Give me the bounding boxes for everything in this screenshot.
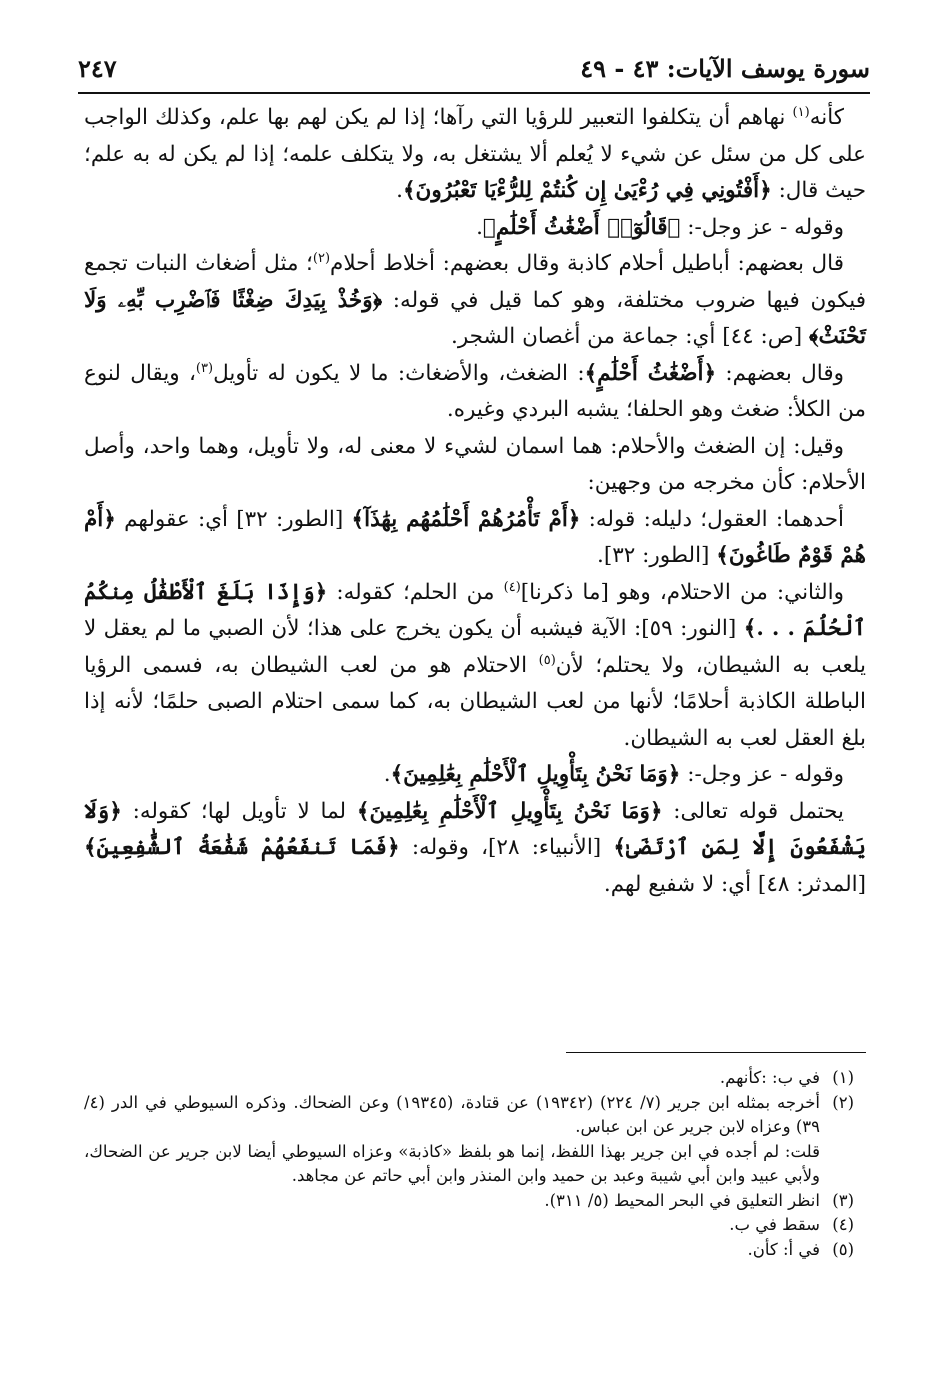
paragraph-3 — [84, 246, 866, 356]
footnote-number: (٣) — [832, 1190, 854, 1210]
text-run: الاحتلام هو من لعب الشيطان به، فسمى الرؤيا الباطلة الكاذبة أحلامًا؛ لأنها من لعب الشيطان به، كما سمى احتلام الصبى حلمًا؛ لأنه إذا بلغ العقل لعب به الشيطان. — [84, 652, 866, 751]
text-run: . — [476, 214, 483, 240]
footnote-ref: (١) — [792, 104, 810, 120]
footnote-text: في ب: :كأنهم. — [719, 1068, 820, 1087]
text-run: ، ويقال لنوع من الكلأ: ضغث وهو الحلفا؛ يشبه البردي وغيره. — [84, 360, 866, 422]
footnote-4 — [84, 1213, 854, 1238]
paragraph-1 — [84, 100, 866, 210]
quran-verse: ﴿وَمَا نَحْنُ بِتَأْوِيلِ ٱلْأَحْلَٰمِ بِعَٰلِمِينَ﴾ — [356, 798, 663, 824]
quran-verse: ﴿وَلَا يَشْفَعُونَ إِلَّا لِمَنِ ٱرْتَضَىٰ﴾ — [84, 798, 866, 860]
quran-verse: ﴿أَفْتُونِي فِي رُءْيَىٰ إِن كُنتُمْ لِلرُّءْيَا تَعْبُرُونَ﴾ — [402, 178, 772, 203]
footnote-text: قلت: لم أجده في ابن جرير بهذا اللفظ، إنما هو بلفظ «كاذبة» وعزاه السيوطي أيضا لابن جرير عن الضحاك، ولأبي عبيد وابن أبي شيبة وعبد بن حميد وابن المنذر وابن أبي حاتم عن مجاهد. — [84, 1141, 820, 1185]
paragraph-4 — [84, 356, 866, 429]
text-run: [الطور: ٣٢]. — [596, 543, 717, 568]
text-run: أحدهما: العقول؛ دليله: قوله: — [580, 506, 844, 532]
text-run: كأنه — [809, 105, 844, 130]
text-run: [المدثر: ٤٨] أي: لا شفيع لهم. — [603, 871, 866, 897]
text-run: يحتمل قوله تعالى: — [662, 798, 844, 824]
text-run: [ص: ٤٤] أي: جماعة من أغصان الشجر. — [450, 324, 809, 349]
footnote-text: سقط في ب. — [729, 1215, 820, 1234]
text-run: وقوله - عز وجل-: — [680, 762, 844, 787]
text-run: ؛ مثل أضغاث النبات تجمع فيكون فيها ضروب مختلفة، وهو كما قيل في قوله: — [84, 251, 866, 313]
footnote-text: انظر التعليق في البحر المحيط (٥/ ٣١١). — [544, 1190, 820, 1210]
footnote-2 — [84, 1091, 854, 1140]
quran-verse: ﴿وَمَا نَحْنُ بِتَأْوِيلِ ٱلْأَحْلَٰمِ بِعَٰلِمِينَ﴾ — [390, 762, 681, 787]
main-text — [84, 100, 866, 903]
text-run: . — [396, 178, 403, 203]
quran-verse: ﴿قَالُوٓا۟ أَضْغَٰثُ أَحْلَٰمٍ﴾ — [482, 214, 681, 240]
text-run: وقال بعضهم: — [716, 360, 844, 386]
footnote-divider — [566, 1052, 866, 1053]
paragraph-9 — [84, 794, 866, 904]
text-run: [الطور: ٣٢] أي: عقولهم — [115, 506, 352, 532]
quran-verse: ﴿وَإِذَا بَلَغَ ٱلْأَطْفَٰلُ مِنكُمُ ٱلْحُلُمَ . . .﴾ — [84, 579, 866, 641]
quran-verse: ﴿أَمْ تَأْمُرُهُمْ أَحْلَٰمُهُم بِهَٰذَآ﴾ — [351, 506, 581, 532]
running-title: سورة يوسف الآيات: ٤٣ - ٤٩ — [580, 53, 870, 83]
footnote-ref: (٢) — [312, 250, 331, 266]
text-run: قال بعضهم: أباطيل أحلام كاذبة وقال بعضهم: أخلاط أحلام — [330, 251, 844, 276]
text-run: [النور: ٥٩]: الآية فيشبه أن يكون يخرج على هذا؛ لأن الصبي ما لم يعقل لا يلعب به الشيطان، ولا يحتلم؛ لأن — [84, 616, 867, 678]
paragraph-8 — [84, 757, 866, 794]
paragraph-6 — [84, 502, 866, 575]
footnote-number: (٤) — [832, 1215, 854, 1234]
footnote-5 — [84, 1238, 854, 1263]
quran-verse: ﴿أَمْ هُمْ قَوْمٌ طَاغُونَ﴾ — [84, 506, 866, 568]
footnote-text: في أ: كأن. — [747, 1239, 820, 1259]
text-run: نهاهم أن يتكلفوا التعبير للرؤيا التي رآها؛ إذا لم يكن لهم بها علم، وكذلك الواجب على كل من سئل عن شيء لا يُعلم ألا يشتغل به، ولا يتكلف علمه؛ إذا لم يكن له به علم؛ حيث قال: — [84, 105, 866, 203]
text-run: والثاني: من الاحتلام، وهو [ما ذكرنا] — [520, 579, 844, 605]
footnote-ref: (٥) — [538, 652, 556, 668]
text-run: [الأنبياء: ٢٨]، وقوله: — [399, 835, 614, 860]
quran-verse: ﴿وَخُذْ بِيَدِكَ ضِغْثًا فَٱضْرِب بِّهِۦ وَلَا تَحْنَثْ﴾ — [84, 287, 866, 349]
text-run: . — [383, 762, 391, 787]
footnote-1 — [84, 1066, 854, 1091]
footnote-text: أخرجه بمثله ابن جرير (٧/ ٢٢٤) (١٩٣٤٢) عن قتادة، (١٩٣٤٥) وعن الضحاك. وذكره السيوطي في الدر (٤/ ٣٩) وعزاه لابن جرير عن ابن عباس. — [84, 1092, 820, 1136]
text-run: : الضغث، والأضغاث: ما لا يكون له تأويل — [213, 360, 585, 386]
text-run: لما لا تأويل لها؛ كقوله: — [121, 798, 357, 824]
paragraph-7 — [84, 575, 866, 758]
paragraph-2 — [84, 210, 866, 247]
footnote-3 — [84, 1189, 854, 1214]
footnote-number: (١) — [832, 1068, 854, 1087]
quran-verse: ﴿أَضْغَٰثُ أَحْلَٰمٍ﴾ — [584, 360, 717, 386]
footnotes — [84, 1066, 854, 1262]
footnote-2-continuation — [84, 1140, 854, 1189]
paragraph-5: وقيل: إن الضغث والأحلام: هما اسمان لشيء لا معنى له، ولا تأويل، وهما واحد، وأصل الأحلام: كأن مخرجه من وجهين: — [84, 433, 866, 495]
quran-verse: ﴿فَمَا تَنفَعُهُمْ شَفَٰعَةُ ٱلشَّٰفِعِينَ﴾ — [84, 835, 400, 860]
footnote-number: (٢) — [832, 1092, 854, 1112]
text-run: من الحلم؛ كقوله: — [327, 579, 504, 605]
page-number: ٢٤٧ — [78, 53, 117, 83]
running-header — [78, 50, 870, 94]
footnote-number: (٥) — [832, 1239, 854, 1259]
footnote-ref: (٣) — [195, 360, 214, 376]
text-run: وقوله - عز وجل-: — [680, 214, 844, 240]
footnote-ref: (٤) — [503, 579, 521, 595]
